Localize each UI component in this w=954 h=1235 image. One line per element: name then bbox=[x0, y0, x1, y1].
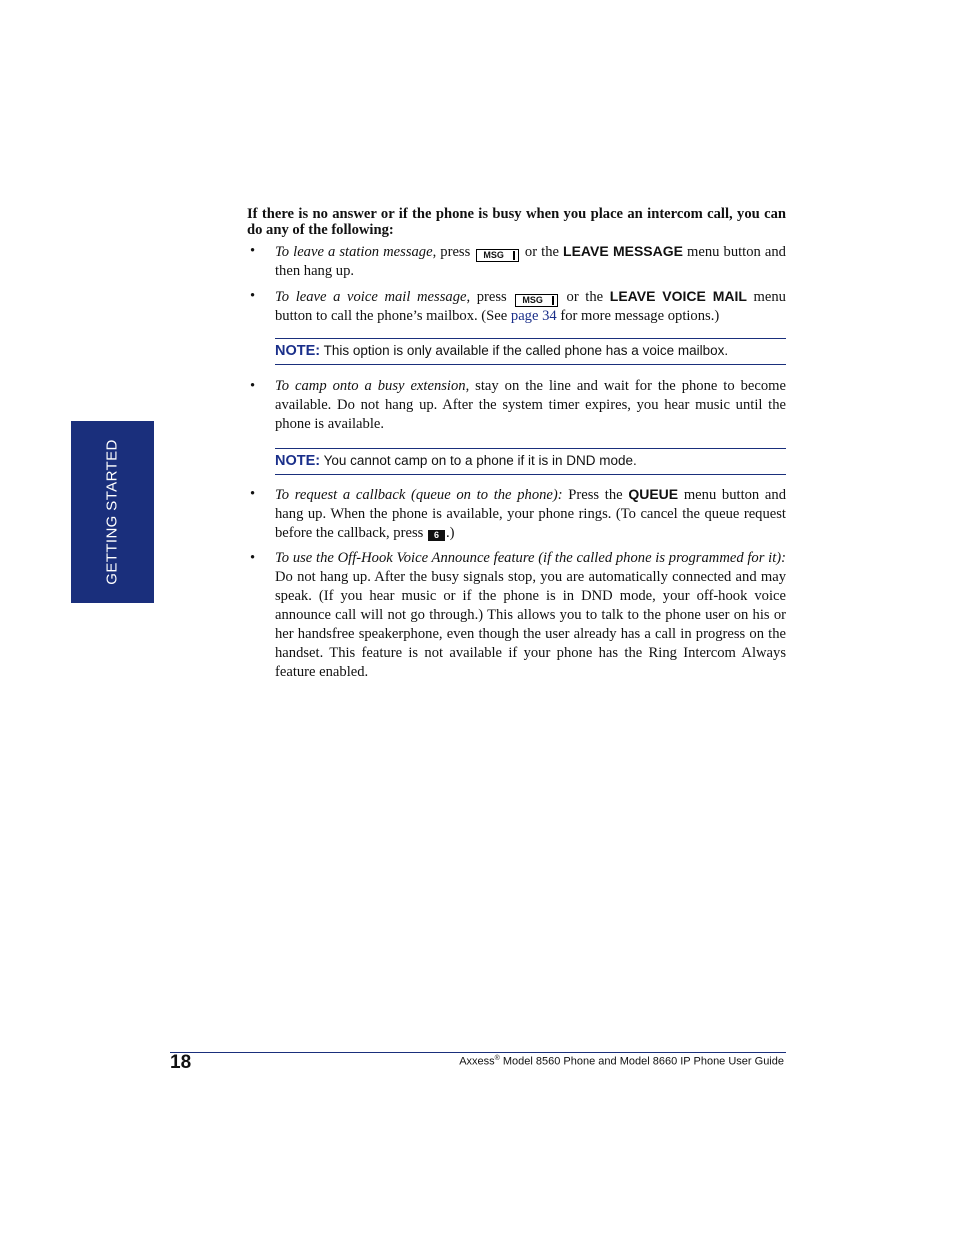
bullet-icon: • bbox=[250, 378, 256, 394]
note-label: NOTE: bbox=[275, 343, 321, 359]
bullet-icon: • bbox=[250, 243, 256, 259]
list-item: • To leave a station message, press MSG or the LEAVE MESSAGE menu button and then hang up. bbox=[250, 243, 786, 279]
msg-key-icon: MSG bbox=[476, 249, 519, 262]
page-content bbox=[247, 206, 786, 682]
note-text: You cannot camp on to a phone if it is in DND mode. bbox=[320, 453, 637, 468]
page-link[interactable]: page 34 bbox=[510, 308, 557, 324]
menu-button-label: QUEUE bbox=[628, 486, 679, 502]
note-label: NOTE: bbox=[275, 453, 321, 469]
note-text: This option is only available if the called phone has a voice mailbox. bbox=[320, 343, 729, 358]
key-6-icon: 6 bbox=[428, 530, 445, 541]
intro-text: If there is no answer or if the phone is busy when you place an intercom call, you can do any of the following: bbox=[247, 206, 786, 238]
list-item: • To camp onto a busy extension, stay on the line and wait for the phone to become available. Do not hang up. After the system timer expires, you hear music until the phone is available. bbox=[250, 378, 786, 432]
note-box bbox=[275, 338, 786, 365]
menu-button-label: LEAVE MESSAGE bbox=[563, 243, 683, 259]
page-number: 18 bbox=[170, 1052, 192, 1073]
bullet-icon: • bbox=[250, 288, 256, 304]
list-item: • To request a callback (queue on to the phone): Press the QUEUE menu button and hang up. When the phone is available, your phone rings. (To cancel the queue request before the callback, press 6 .) bbox=[250, 486, 786, 541]
menu-button-label: LEAVE VOICE MAIL bbox=[609, 288, 747, 304]
bullet-icon: • bbox=[250, 486, 256, 502]
footer-title: Axxess® Model 8560 Phone and Model 8660 IP Phone User Guide bbox=[459, 1055, 784, 1068]
list-item: • To use the Off-Hook Voice Announce feature (if the called phone is programmed for it): Do not hang up. After the busy signals stop, you are automatically connected and may speak. (If you hear music or if the phone is in DND mode, your off-hook voice announce call will not go through.) This allows you to talk to the phone user on his or her handsfree speakerphone, even though the user already has a call in progress on the handset. This feature is not available if your phone has the Ring Intercom Always feature enabled. bbox=[250, 550, 786, 680]
section-tab bbox=[71, 421, 154, 603]
bullet-icon: • bbox=[250, 550, 256, 566]
section-tab-label: GETTING STARTED bbox=[103, 439, 121, 585]
msg-key-icon: MSG bbox=[515, 294, 558, 307]
footer-divider bbox=[170, 1052, 786, 1053]
note-box bbox=[275, 448, 786, 475]
list-item: • To leave a voice mail message, press MSG or the LEAVE VOICE MAIL menu button to call the phone’s mailbox. (See page 34 for more message options.) bbox=[250, 288, 786, 324]
